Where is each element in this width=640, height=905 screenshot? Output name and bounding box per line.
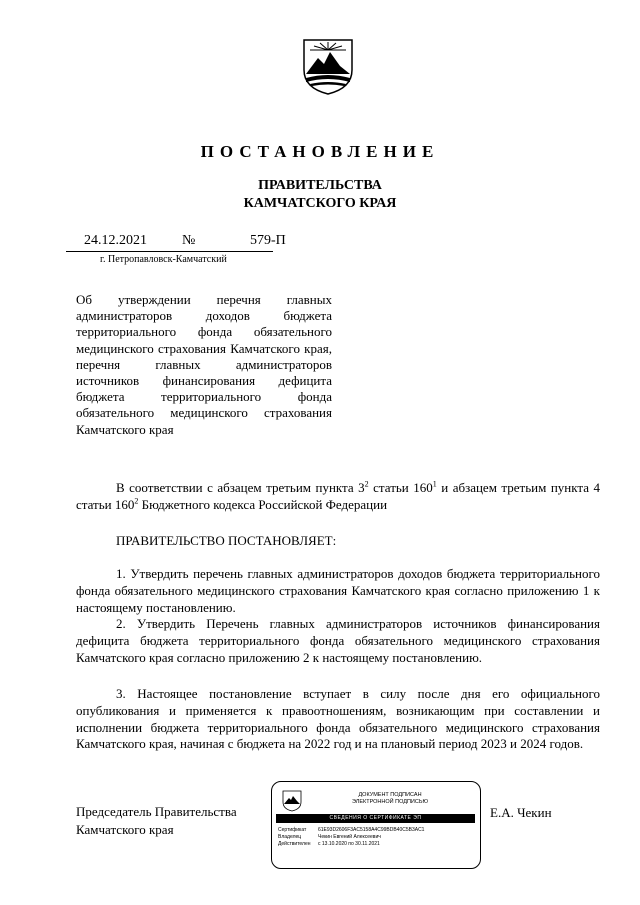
document-number: 579-П — [250, 233, 286, 248]
stamp-owner-row: Владелец Чекин Евгений Алексеевич — [278, 834, 381, 840]
stamp-certificate-bar: СВЕДЕНИЯ О СЕРТИФИКАТЕ ЭП — [276, 814, 475, 823]
document-date: 24.12.2021 — [84, 233, 147, 248]
signatory-title: Председатель Правительства Камчатского края — [76, 804, 237, 837]
government-line-2: КАМЧАТСКОГО КРАЯ — [243, 196, 397, 211]
stamp-emblem-icon — [282, 790, 302, 812]
coat-of-arms-icon — [300, 36, 356, 96]
decree-line: ПРАВИТЕЛЬСТВО ПОСТАНОВЛЯЕТ: — [116, 533, 337, 548]
basis-paragraph: В соответствии с абзацем третьим пункта $3^2$ статьи $160^1$ и абзацем третьим пункта 4 статьи $160^2$ Бюджетного кодекса Российской Федерации — [76, 479, 600, 512]
stamp-certificate-row: Сертификат 61E93D2606F3AC5158A4C99BDB40C5B3AC1 — [278, 827, 425, 833]
decree-item-3: 3. Настоящее постановление вступает в силу после дня его официального опубликования и применяется к правоотношениям, возникающим при составлении и исполнении бюджета территориального фонда обязательного медицинского страхования Камчатского края, начиная с бюджета на 2022 год и на плановый период 2023 и 2024 годов. — [76, 686, 600, 752]
government-line-1: ПРАВИТЕЛЬСТВА — [258, 178, 382, 193]
stamp-validity-row: Действителен с 13.10.2020 по 30.11.2021 — [278, 841, 380, 847]
city: г. Петропавловск-Камчатский — [100, 254, 227, 265]
date-underline — [66, 251, 273, 252]
electronic-signature-stamp — [271, 781, 481, 869]
decree-item-1: 1. Утвердить перечень главных администраторов доходов бюджета территориального фонда обязательного медицинского страхования Камчатского края согласно приложению 1 к настоящему постановлению. — [76, 566, 600, 615]
decree-item-2: 2. Утвердить Перечень главных администраторов источников финансирования дефицита бюджета территориального фонда обязательного медицинского страхования Камчатского края согласно приложению 2 к настоящему постановлению. — [76, 616, 600, 665]
number-sign: № — [182, 233, 196, 248]
signatory-name: Е.А. Чекин — [490, 805, 552, 820]
document-type: ПОСТАНОВЛЕНИЕ — [200, 142, 440, 161]
document-subject: Об утверждении перечня главных администраторов доходов бюджета территориального фонда обязательного медицинского страхования Камчатского края, перечня главных администраторов источников финансирования дефицита бюджета территориального фонда обязательного медицинского страхования Камчатского края — [76, 292, 332, 437]
stamp-header: ДОКУМЕНТ ПОДПИСАН ЭЛЕКТРОННОЙ ПОДПИСЬЮ — [351, 792, 429, 805]
